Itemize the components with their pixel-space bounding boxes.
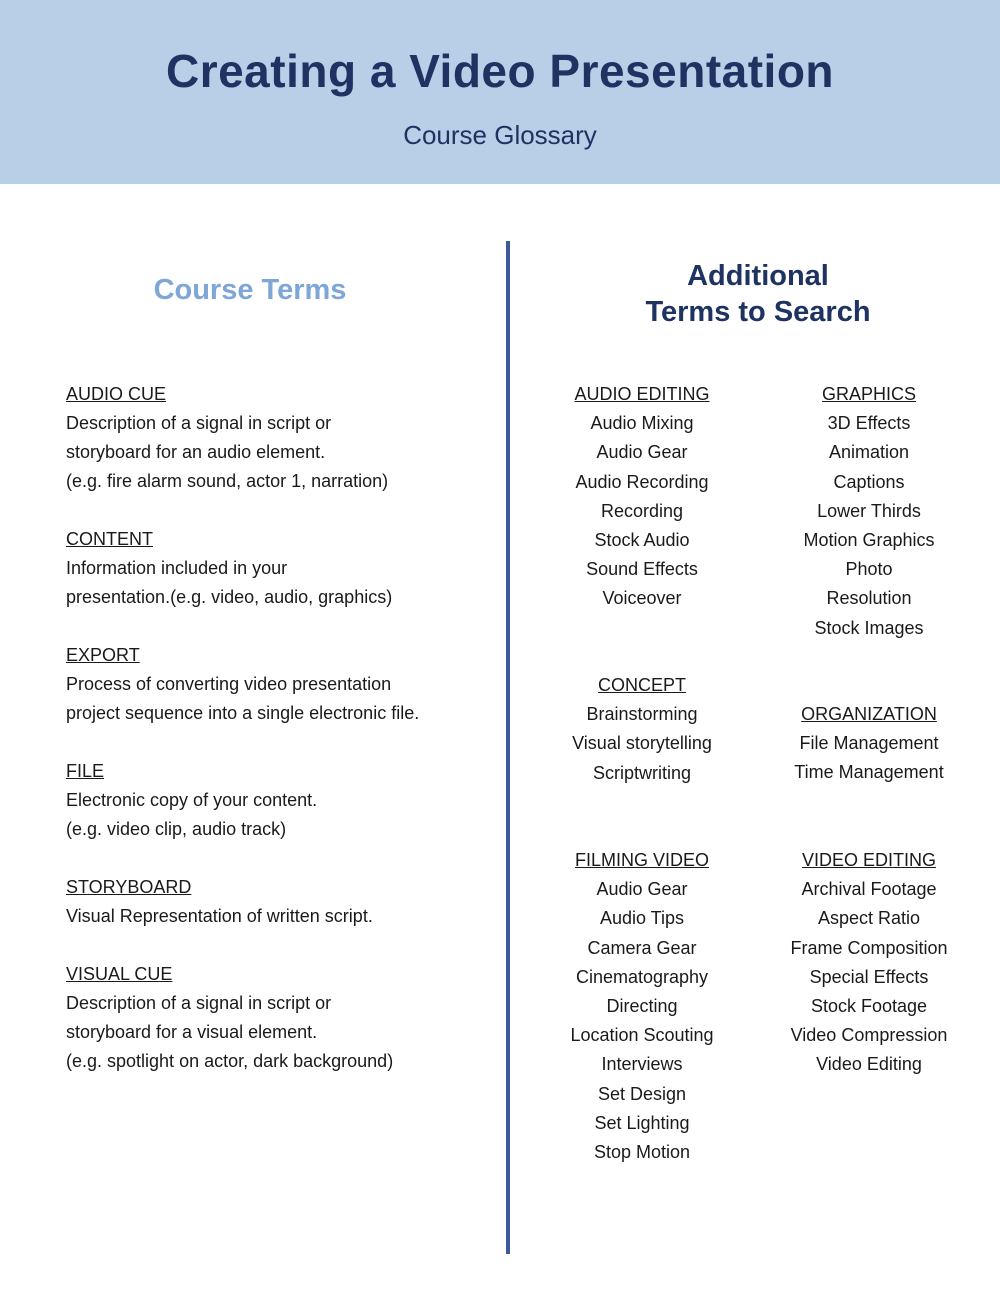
search-term-item: Animation xyxy=(828,442,910,463)
search-term-item: Archival Footage xyxy=(801,879,937,900)
search-term-item: Aspect Ratio xyxy=(817,908,921,929)
term-entry xyxy=(66,757,486,844)
search-term-item: Video Editing xyxy=(816,1054,922,1075)
term-description-line: project sequence into a single electronic file. xyxy=(66,703,420,723)
search-term-item: Frame Composition xyxy=(790,937,948,958)
additional-terms-heading xyxy=(560,258,956,330)
search-term-item: Captions xyxy=(833,471,905,492)
search-term-item: Video Compression xyxy=(790,1025,948,1046)
term-description-line: Electronic copy of your content. xyxy=(66,790,318,810)
term-description-line: Description of a signal in script or xyxy=(66,993,332,1013)
additional-terms-heading-line1: Additional xyxy=(687,260,829,292)
search-term-item: Cinematography xyxy=(575,966,709,987)
category-items xyxy=(754,729,984,787)
search-term-item: Stop Motion xyxy=(593,1142,691,1163)
term-entry xyxy=(66,873,486,931)
search-term-item: Photo xyxy=(845,559,893,580)
search-term-item: Time Management xyxy=(794,762,944,783)
search-term-item: Interviews xyxy=(601,1054,683,1075)
category-organization xyxy=(754,700,984,788)
search-term-item: Location Scouting xyxy=(570,1025,714,1046)
category-title: ORGANIZATION xyxy=(801,704,937,724)
term-description-line: Description of a signal in script or xyxy=(66,413,332,433)
course-terms-list xyxy=(66,380,486,1105)
term-description-line: presentation.(e.g. video, audio, graphics) xyxy=(66,587,393,607)
category-items xyxy=(754,875,984,1079)
column-divider xyxy=(506,241,510,1254)
term-entry xyxy=(66,525,486,612)
search-term-item: Visual storytelling xyxy=(572,733,712,754)
search-term-item: Stock Images xyxy=(814,617,924,638)
search-term-item: Stock Audio xyxy=(594,530,690,551)
term-name: VISUAL CUE xyxy=(66,964,173,984)
term-name: STORYBOARD xyxy=(66,877,192,897)
category-items xyxy=(754,409,984,643)
term-name: EXPORT xyxy=(66,645,140,665)
page-subtitle: Course Glossary xyxy=(403,120,597,150)
term-entry xyxy=(66,380,486,496)
category-title: FILMING VIDEO xyxy=(574,850,709,870)
term-description-line: storyboard for a visual element. xyxy=(66,1022,318,1042)
search-term-item: Voiceover xyxy=(602,588,682,609)
category-concept xyxy=(527,671,757,788)
search-term-item: Audio Mixing xyxy=(590,413,694,434)
term-description-line: (e.g. fire alarm sound, actor 1, narration) xyxy=(66,471,389,491)
category-items xyxy=(527,409,757,613)
search-term-item: Set Design xyxy=(597,1083,687,1104)
page-title: Creating a Video Presentation xyxy=(165,45,835,97)
term-description-line: Process of converting video presentation xyxy=(66,674,392,694)
search-term-item: Sound Effects xyxy=(586,559,698,580)
category-title: AUDIO EDITING xyxy=(574,384,710,404)
term-description-line: Visual Representation of written script. xyxy=(66,906,373,926)
additional-terms-heading-line2: Terms to Search xyxy=(645,296,871,328)
term-entry xyxy=(66,960,486,1076)
category-items xyxy=(527,700,757,788)
search-term-item: Recording xyxy=(600,500,684,521)
category-video-editing xyxy=(754,846,984,1080)
search-term-item: Directing xyxy=(606,996,678,1017)
search-term-item: Set Lighting xyxy=(594,1112,690,1133)
search-term-item: Audio Gear xyxy=(596,442,688,463)
search-term-item: Resolution xyxy=(826,588,912,609)
search-term-item: Camera Gear xyxy=(587,937,697,958)
term-description-line: (e.g. video clip, audio track) xyxy=(66,819,287,839)
search-term-item: File Management xyxy=(799,733,939,754)
term-description-line: (e.g. spotlight on actor, dark background) xyxy=(66,1051,394,1071)
term-name: AUDIO CUE xyxy=(66,384,167,404)
term-description-line: Information included in your xyxy=(66,558,288,578)
category-title: CONCEPT xyxy=(597,675,686,695)
category-title: VIDEO EDITING xyxy=(801,850,936,870)
term-name: FILE xyxy=(66,761,105,781)
search-term-item: Audio Recording xyxy=(575,471,709,492)
category-graphics xyxy=(754,380,984,643)
search-term-item: Scriptwriting xyxy=(592,762,692,783)
search-term-item: Audio Gear xyxy=(596,879,688,900)
search-term-item: Audio Tips xyxy=(599,908,685,929)
category-filming-video xyxy=(527,846,757,1167)
course-terms-heading: Course Terms xyxy=(153,274,347,306)
search-term-item: 3D Effects xyxy=(827,413,911,434)
category-audio-editing xyxy=(527,380,757,614)
search-term-item: Lower Thirds xyxy=(817,500,921,521)
search-term-item: Special Effects xyxy=(809,966,929,987)
term-name: CONTENT xyxy=(66,529,153,549)
term-description-line: storyboard for an audio element. xyxy=(66,442,326,462)
search-term-item: Brainstorming xyxy=(586,704,698,725)
category-items xyxy=(527,875,757,1167)
search-term-item: Motion Graphics xyxy=(803,530,935,551)
category-title: GRAPHICS xyxy=(821,384,917,404)
header-banner xyxy=(0,0,1000,184)
term-entry xyxy=(66,641,486,728)
search-term-item: Stock Footage xyxy=(810,996,928,1017)
